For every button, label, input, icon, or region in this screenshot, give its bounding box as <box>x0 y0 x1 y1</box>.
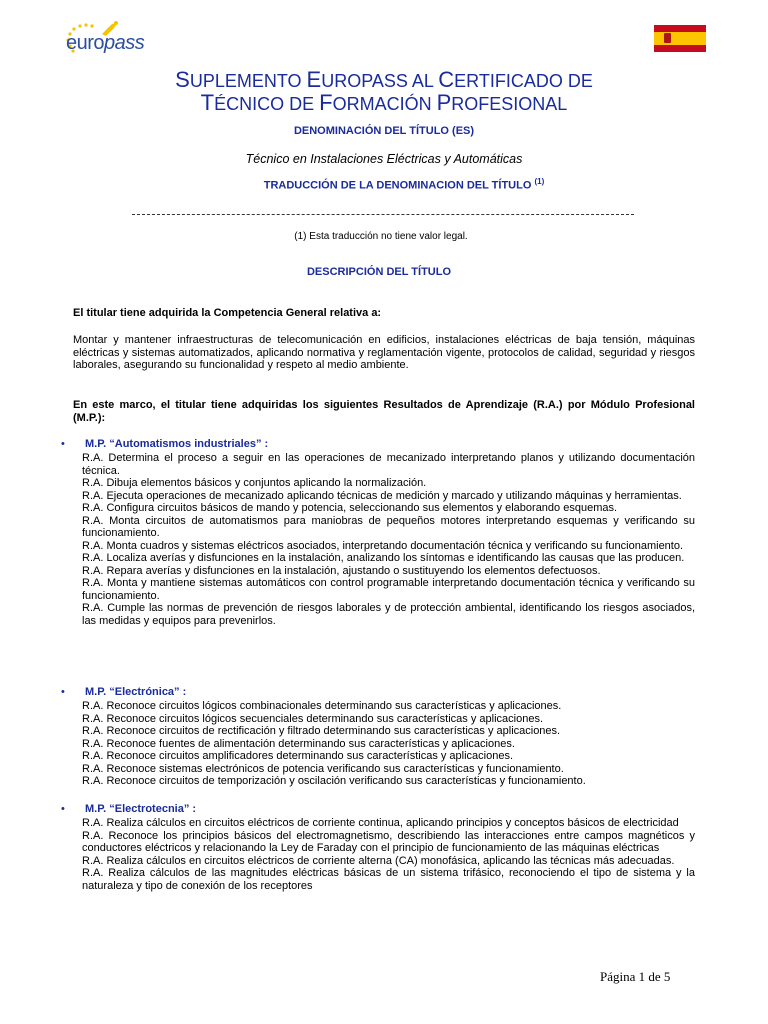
list-item: R.A. Reconoce los principios básicos del electromagnetismo, describiendo las interacciones entre campos magnéticos y conductores eléctricos y relacionando la Ley de Faraday con el principio de funcionamiento de las máquinas eléctricas <box>82 829 695 854</box>
list-item: R.A. Reconoce circuitos lógicos combinacionales determinando sus características y aplicaciones. <box>82 700 562 712</box>
document-title-line2 <box>0 92 768 115</box>
denominacion-label: DENOMINACIÓN DEL TÍTULO (ES) <box>293 125 475 137</box>
list-item: R.A. Reconoce circuitos de rectificación y filtrado determinando sus características y aplicaciones. <box>82 725 561 737</box>
module-items <box>82 700 695 788</box>
list-item: R.A. Localiza averías y disfunciones en la instalación, analizando los síntomas e identificando las causas que las producen. <box>82 552 685 564</box>
list-item: R.A. Realiza cálculos en circuitos eléctricos de corriente continua, aplicando principios y conceptos básicos de electricidad <box>82 817 679 829</box>
title-initial: P <box>436 90 452 115</box>
list-item: R.A. Monta circuitos de automatismos para maniobras de pequeños motores interpretando esquemas y verificando su funcionamiento. <box>82 514 695 539</box>
document-title-line1 <box>0 69 768 92</box>
module-items <box>82 452 695 627</box>
title-initial: T <box>200 90 215 115</box>
title-word: ÉCNICO DE <box>214 94 320 114</box>
list-item: R.A. Reconoce circuitos amplificadores determinando sus características y aplicaciones. <box>82 750 514 762</box>
list-item: R.A. Dibuja elementos básicos y conjuntos aplicando la normalización. <box>82 477 427 489</box>
list-item: R.A. Configura circuitos básicos de mando y potencia, seleccionando sus elementos y elaborando esquemas. <box>82 502 618 514</box>
list-item: R.A. Realiza cálculos en circuitos eléctricos de corriente alterna (CA) monofásica, aplicando las técnicas más adecuadas. <box>82 854 675 867</box>
list-item: R.A. Reconoce sistemas electrónicos de potencia verificando sus características y funcionamiento. <box>82 762 564 775</box>
marco-heading: En este marco, el titular tiene adquiridas los siguientes Resultados de Aprendizaje (R.A.) por Módulo Profesional (M.P.): <box>73 399 695 424</box>
module-title: M.P. “Electrónica” : <box>85 686 187 698</box>
title-word: ERTIFICADO DE <box>454 71 593 91</box>
list-item: R.A. Determina el proceso a seguir en las operaciones de mecanizado interpretando planos y utilizando documentación técnica. <box>82 452 695 477</box>
competencia-text: Montar y mantener infraestructuras de telecomunicación en edificios, instalaciones eléctricas de baja tensión, máquinas eléctricas y sistemas automatizados, aplicando normativa y reglamentación vigente, protocolos de calidad, seguridad y riesgos laborales, asegurando su funcionalidad y respeto al medio ambiente. <box>73 334 695 372</box>
title-word: ROFESIONAL <box>451 94 568 114</box>
bullet-icon: • <box>61 438 65 450</box>
competencia-heading: El titular tiene adquirida la Competencia General relativa a: <box>73 307 382 319</box>
title-word: UPLEMENTO <box>189 71 307 91</box>
divider-line <box>132 214 634 215</box>
list-item: R.A. Realiza cálculos de las magnitudes eléctricas básicas de un sistema trifásico, reconociendo el tipo de sistema y la naturaleza y tipo de conexión de los receptores <box>82 867 695 892</box>
list-item: R.A. Ejecuta operaciones de mecanizado aplicando técnicas de medición y marcado y utilizando máquinas y herramientas. <box>82 489 682 502</box>
list-item: R.A. Monta cuadros y sistemas eléctricos asociados, interpretando documentación técnica y verificando su funcionamiento. <box>82 539 684 552</box>
module-items <box>82 817 695 892</box>
traduccion-label: TRADUCCIÓN DE LA DENOMINACION DEL TÍTULO $^{(1)}$ <box>263 177 545 192</box>
list-item: R.A. Reconoce circuitos de temporización y oscilación verificando sus características y funcionamiento. <box>82 775 586 787</box>
title-word: UROPASS AL <box>321 71 439 91</box>
title-initial: C <box>438 67 455 92</box>
list-item: R.A. Reconoce circuitos lógicos secuenciales determinando sus características y aplicaciones. <box>82 712 543 725</box>
list-item: R.A. Repara averías y disfunciones en la instalación, ajustando o sustituyendo los elementos defectuosos. <box>82 564 601 577</box>
bullet-icon: • <box>61 803 65 815</box>
module-title: M.P. “Electrotecnia” : <box>85 803 197 815</box>
title-initial: F <box>319 90 333 115</box>
list-item: R.A. Cumple las normas de prevención de riesgos laborales y de protección ambiental, identificando los riesgos asociados, las medidas y equipos para prevenirlos. <box>82 602 695 627</box>
footnote: (1) Esta traducción no tiene valor legal. <box>294 231 468 242</box>
page-number: Página 1 de 5 <box>600 969 671 984</box>
europass-logo-text: europass <box>66 32 145 54</box>
title-initial: S <box>175 67 190 92</box>
module-title: M.P. “Automatismos industriales” : <box>85 438 269 450</box>
denominacion-value: Técnico en Instalaciones Eléctricas y Automáticas <box>245 152 523 166</box>
title-initial: E <box>306 67 322 92</box>
bullet-icon: • <box>61 686 65 698</box>
descripcion-label: DESCRIPCIÓN DEL TÍTULO <box>306 266 452 278</box>
spain-flag-icon <box>654 25 706 52</box>
title-word: ORMACIÓN <box>332 94 437 114</box>
list-item: R.A. Monta y mantiene sistemas automáticos con control programable interpretando documentación técnica y verificando su funcionamiento. <box>82 577 695 602</box>
list-item: R.A. Reconoce fuentes de alimentación determinando sus características y aplicaciones. <box>82 737 515 750</box>
